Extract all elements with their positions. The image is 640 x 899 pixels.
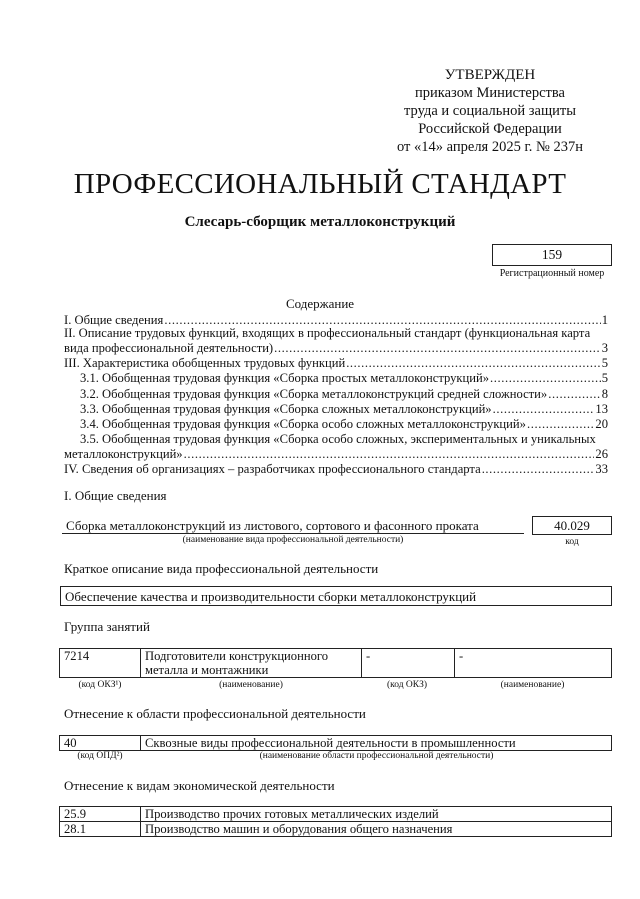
toc-item-page: 20 <box>595 417 608 431</box>
toc-item-text: 3.4. Обобщенная трудовая функция «Сборка особо сложных металлоконструкций» <box>80 417 526 431</box>
purpose-box <box>60 586 612 606</box>
approval-block <box>390 66 590 156</box>
activity-name: Сборка металлоконструкций из листового, сортового и фасонного проката <box>66 518 479 533</box>
occupation-caption: (код ОКЗ) <box>386 680 428 690</box>
toc-item-page: 26 <box>595 447 608 461</box>
toc-leader <box>482 462 595 477</box>
table-row <box>60 736 612 751</box>
toc-leader <box>184 447 595 462</box>
table-row <box>60 807 612 822</box>
toc-item-text: вида профессиональной деятельности) <box>64 341 274 355</box>
occupations-table <box>59 648 612 678</box>
approval-line: от «14» апреля 2025 г. № 237н <box>396 139 584 155</box>
toc-item[interactable] <box>80 417 608 432</box>
economic-code: 25.9 <box>60 807 141 822</box>
approval-line: Российской Федерации <box>418 121 562 137</box>
area-code: 40 <box>60 736 141 751</box>
toc-item[interactable] <box>80 387 608 402</box>
registration-number-box: 159 <box>492 244 612 266</box>
approval-line: приказом Министерства <box>415 85 565 101</box>
approval-line: труда и социальной защиты <box>404 103 576 119</box>
activity-caption: (наименование вида профессиональной деятельности) <box>182 535 404 545</box>
toc-item-page: 33 <box>595 462 608 476</box>
area-caption: (наименование области профессиональной деятельности) <box>259 751 494 761</box>
activity-code-box: 40.029 <box>532 516 612 535</box>
toc-item-page: 13 <box>595 402 608 416</box>
toc-item[interactable] <box>64 447 608 462</box>
occupations-heading: Группа занятий <box>64 619 150 634</box>
toc-item[interactable] <box>64 356 608 371</box>
occupation-code: 7214 <box>60 649 141 678</box>
toc-item-page: 5 <box>601 371 608 385</box>
occupation-caption: (наименование) <box>219 680 283 690</box>
toc-item-text: металлоконструкций» <box>64 447 183 461</box>
occupation-caption: (код ОКЗ¹) <box>78 680 122 690</box>
area-name: Сквозные виды профессиональной деятельности в промышленности <box>141 736 612 751</box>
toc-item-line: 3.5. Обобщенная трудовая функция «Сборка особо сложных, экспериментальных и уникальных <box>80 432 596 446</box>
occupation-name-line: Подготовители конструкционного <box>145 649 329 663</box>
purpose-text: Обеспечение качества и производительности сборки металлоконструкций <box>65 589 477 604</box>
toc-item-text: 3.1. Обобщенная трудовая функция «Сборка простых металлоконструкций» <box>80 371 490 385</box>
toc-item-line: II. Описание трудовых функций, входящих в профессиональный стандарт (функциональная карта <box>64 326 591 340</box>
toc-item-page: 8 <box>601 387 608 401</box>
table-row <box>60 649 612 678</box>
occupation-code: - <box>362 649 455 678</box>
purpose-heading: Краткое описание вида профессиональной деятельности <box>64 561 379 576</box>
economic-table <box>59 806 612 837</box>
approval-line: УТВЕРЖДЕН <box>444 67 536 83</box>
toc-leader <box>527 417 594 432</box>
economic-heading: Отнесение к видам экономической деятельности <box>64 778 335 793</box>
area-heading: Отнесение к области профессиональной деятельности <box>64 706 366 721</box>
document-title: ПРОФЕССИОНАЛЬНЫЙ СТАНДАРТ <box>73 168 567 200</box>
economic-code: 28.1 <box>60 822 141 837</box>
occupation-name <box>141 649 362 678</box>
occupation-caption: (наименование) <box>500 680 565 690</box>
toc-leader <box>274 341 601 356</box>
area-caption: (код ОПД²) <box>77 751 123 761</box>
toc-leader <box>346 356 601 371</box>
area-table <box>59 735 612 751</box>
toc-item-page: 1 <box>601 313 608 327</box>
toc-item-text: I. Общие сведения <box>64 313 164 327</box>
toc-leader <box>548 387 600 402</box>
toc-item[interactable] <box>80 371 608 386</box>
toc-item-page: 5 <box>601 356 608 370</box>
activity-underline <box>62 533 524 534</box>
toc-leader <box>490 371 601 386</box>
toc-item-page: 3 <box>601 341 608 355</box>
occupation-name: - <box>455 649 612 678</box>
economic-name: Производство прочих готовых металлических изделий <box>141 807 612 822</box>
toc-item-text: III. Характеристика обобщенных трудовых функций <box>64 356 346 370</box>
toc-item[interactable] <box>64 462 608 477</box>
contents-heading: Содержание <box>285 296 355 311</box>
document-subtitle: Слесарь-сборщик металлоконструкций <box>184 214 456 230</box>
toc-item-text: IV. Сведения об организациях – разработчиках профессионального стандарта <box>64 462 481 476</box>
toc-leader <box>493 402 595 417</box>
table-of-contents <box>64 313 608 476</box>
toc-item[interactable] <box>64 341 608 356</box>
registration-number-label: Регистрационный номер <box>499 268 605 279</box>
toc-item[interactable] <box>80 402 608 417</box>
economic-name: Производство машин и оборудования общего назначения <box>141 822 612 837</box>
toc-item-text: 3.3. Обобщенная трудовая функция «Сборка сложных металлоконструкций» <box>80 402 492 416</box>
occupation-name-line: металла и монтажники <box>145 663 269 677</box>
activity-code-caption: код <box>565 537 579 547</box>
section-heading: I. Общие сведения <box>64 488 167 503</box>
toc-item-text: 3.2. Обобщенная трудовая функция «Сборка металлоконструкций средней сложности» <box>80 387 548 401</box>
table-row <box>60 822 612 837</box>
